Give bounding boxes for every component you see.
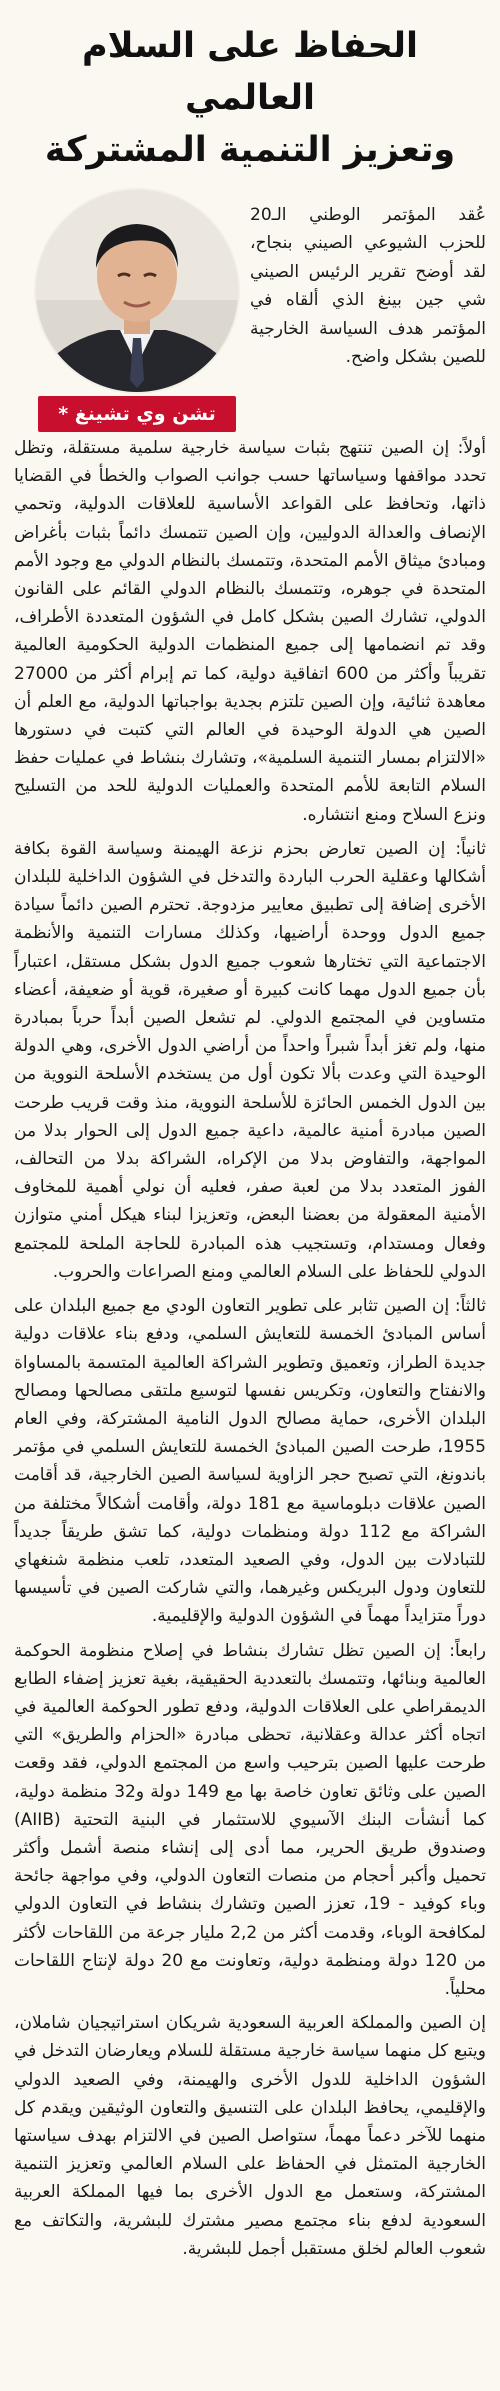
article-body <box>0 434 500 2263</box>
headline-line-1: الحفاظ على السلام العالمي <box>81 26 418 118</box>
lead-paragraph: عُقد المؤتمر الوطني الـ20 للحزب الشيوعي الصيني بنجاح، لقد أوضح تقرير الرئيس الصيني شي جين بينغ الذي ألقاه في المؤتمر هدف السياسة الخارجية للصين بشكل واضح. <box>250 205 486 368</box>
paragraph-2: ثانياً: إن الصين تعارض بحزم نزعة الهيمنة وسياسة القوة بكافة أشكالها وعقلية الحرب الباردة والتدخل في الشؤون الداخلية للبلدان الأخرى إضافة إلى تطبيق معايير مزدوجة. تحترم الصين دائماً سيادة جميع الدول ووحدة أراضيها، وكذلك مسارات التنمية والأنظمة الاجتماعية التي تختارها شعوب جميع الدول بشكل مستقل، اعتباراً بأن جميع الدول مهما كانت كبيرة أو صغيرة، قوية أو ضعيفة، أعضاء متساوين في المجتمع الدولي. لم تشعل الصين أبداً حرباً بمبادرة منها، ولم تغز أبداً شبراً واحداً من أراضي الدول الأخرى، وهي الدولة الوحيدة التي وعدت بألا تكون أول من يستخدم الأسلحة النووية من بين الدول الخمس الحائزة للأسلحة النووية، منذ وقت قريب طرحت الصين مبادرة أمنية عالمية، داعية جميع الدول إلى الحوار بدلا من المواجهة، والتفاوض بدلا من الإكراه، الشراكة بدلا من التحالف، الفوز المتعدد بدلا من لعبة صفر، فعليه أن نولي أهمية للمخاوف الأمنية المعقولة من بعضنا البعض، وتعزيزا لبناء هيكل أمني متوازن وفعال ومستدام، وتستجيب هذه المبادرة للحاجة الملحة للمجتمع الدولي للحفاظ على السلام العالمي ومنع الصراعات والحروب. <box>14 838 486 1282</box>
headline-line-2: وتعزيز التنمية المشتركة <box>44 130 456 170</box>
paragraph-5: إن الصين والمملكة العربية السعودية شريكان استراتيجيان شاملان، ويتبع كل منهما سياسة خارجية مستقلة للسلام ويعارضان التدخل في الشؤون الداخلية للدول الأخرى والهيمنة، وفي الصعيد الدولي والإقليمي، يحافظ البلدان على التنسيق والتعاون الوثيقين ويقدم كل منهما للآخر دعماً مهماً، ستواصل الصين في الالتزام بهدف سياستها الخارجية المتمثل في الحفاظ على السلام العالمي وتعزيز التنمية المشتركة، وستعمل مع الدول الأخرى بما فيها المملكة العربية السعودية لدفع بناء مجتمع مصير مشترك للبشرية، والتكاتف مع شعوب العالم لخلق مستقبل أجمل للبشرية. <box>14 2013 486 2259</box>
author-portrait-illustration <box>36 190 238 392</box>
author-byline: تشن وي تشينغ * <box>38 396 236 432</box>
author-photo <box>36 190 238 392</box>
paragraph-4: رابعاً: إن الصين تظل تشارك بنشاط في إصلاح منظومة الحوكمة العالمية وبنائها، وتتمسك بالتعددية الحقيقية، بغية تعزيز إضفاء الطابع الديمقراطي على العلاقات الدولية، ودفع تطور الحوكمة العالمية في اتجاه أكثر عدالة وعقلانية، تحظى مبادرة «الحزام والطريق» التي طرحت عليها الصين بترحيب واسع من المجتمع الدولي، فقد وقعت الصين على وثائق تعاون خاصة بها مع 149 دولة و32 منظمة دولية، كما أنشأت البنك الآسيوي للاستثمار في البنية التحتية (AIIB) وصندوق طريق الحرير، مما أدى إلى إنشاء منصة أشمل وأكثر تحميل وأكبر أحجام من منصات التعاون الدولي، وفي مواجهة جائحة وباء كوفيد - 19، تعزز الصين وتشارك بنشاط في التعاون الدولي لمكافحة الوباء، وقدمت أكثر من 2,2 مليار جرعة من اللقاحات لأكثر من 120 دولة ومنظمة دولية، وتعاونت مع 20 دولة لإنتاج اللقاحات محلياً. <box>14 1640 487 1999</box>
article-headline <box>0 0 500 176</box>
lead-section <box>0 184 500 434</box>
paragraph-3: ثالثاً: إن الصين تثابر على تطوير التعاون الودي مع جميع البلدان على أساس المبادئ الخمسة للتعايش السلمي، ودفع بناء علاقات دولية جديدة الطراز، وتعميق وتطوير الشراكة العالمية المتسمة بالمساواة والانفتاح والتعاون، وتكريس نفسها لتوسيع ملتقى مصالحها ومصالح البلدان الأخرى، حماية مصالح الدول النامية المشتركة، وفي العام 1955، طرحت الصين المبادئ الخمسة للتعايش السلمي في مؤتمر باندونغ، التي تصبح حجر الزاوية لسياسة الصين الخارجية، قد أقامت الصين علاقات دبلوماسية مع 181 دولة، وأقامت أشكالاً مختلفة من الشراكة مع 112 دولة ومنظمات دولية، كما تشق طريقاً جديداً للتبادلات بين الدول، وفي الصعيد المتعدد، تلعب منظمة شنغهاي للتعاون ودول البريكس وغيرهما، والتي شاركت الصين في تأسيسها دوراً متزايداً مهماً في الشؤون الدولية والإقليمية. <box>14 1296 487 1627</box>
paragraph-1: أولاً: إن الصين تنتهج بثبات سياسة خارجية سلمية مستقلة، وتظل تحدد مواقفها وسياساتها حسب جوانب الصواب والخطأ في القضايا ذاتها، وتحافظ على القواعد الأساسية للعلاقات الدولية، وتحمي الإنصاف والعدالة الدوليين، وإن الصين تتمسك دائماً بثبات بأغراض ومبادئ ميثاق الأمم المتحدة، وتتمسك بالنظام الدولي مع وجود الأمم المتحدة في جوهره، وتتمسك بالنظام الدولي القائم على القانون الدولي، تشارك الصين بشكل كامل في الشؤون المتعددة الأطراف، وقد تم انضمامها إلى جميع المنظمات الدولية الحكومية العالمية تقريباً وأكثر من 600 اتفاقية دولية، كما تم إبرام أكثر من 27000 معاهدة ثنائية، وإن الصين تلتزم بجدية بواجباتها الدولية، مع العلم أن الصين هي الدولة الوحيدة في العالم التي كتبت في دستورها «الالتزام بمسار التنمية السلمية»، وتشارك بنشاط في عمليات حفظ السلام التابعة للأمم المتحدة والعمليات الدولية للحد من التسليح ونزع السلاح ومنع انتشاره. <box>14 438 486 825</box>
